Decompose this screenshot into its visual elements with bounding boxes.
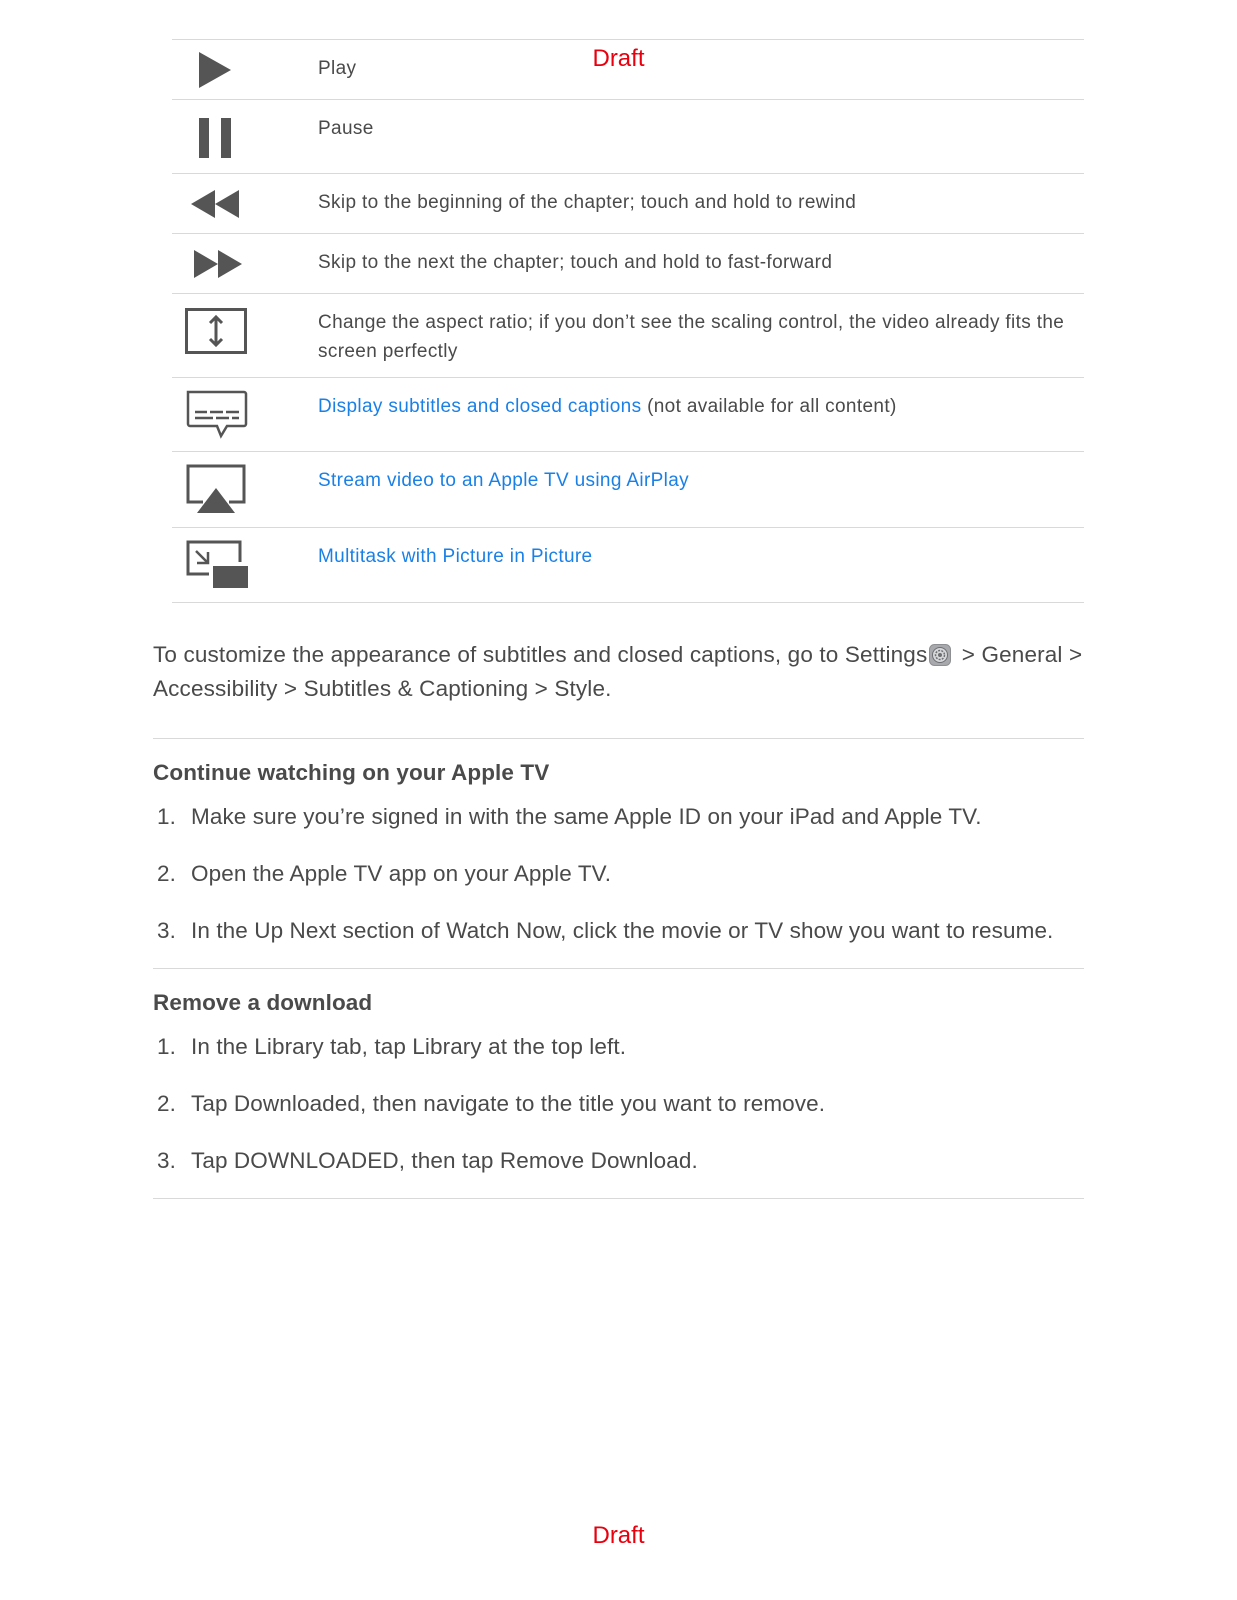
picture-in-picture-link[interactable]: Multitask with Picture in Picture	[318, 546, 593, 567]
list-item	[153, 1032, 1093, 1089]
control-row-play	[172, 40, 1084, 100]
step-number: 1.	[157, 1034, 176, 1059]
section-divider	[153, 1198, 1084, 1199]
control-description: Change the aspect ratio; if you don’t see the scaling control, the video already fits the screen perfectly	[318, 312, 1065, 362]
customize-text-after: > General > Accessibility > Subtitles & Captioning > Style.	[153, 642, 1083, 701]
settings-gear-icon	[929, 644, 951, 666]
step-text: Tap Downloaded, then navigate to the title you want to remove.	[191, 1091, 826, 1116]
control-description: Pause	[318, 118, 374, 139]
list-item	[153, 1089, 1093, 1146]
control-description	[318, 378, 1084, 451]
customize-subtitles-paragraph	[153, 638, 1093, 706]
step-text: In the Up Next section of Watch Now, click the movie or TV show you want to resume.	[191, 918, 1054, 943]
continue-watching-heading: Continue watching on your Apple TV	[153, 760, 550, 785]
remove-download-steps	[153, 1032, 1093, 1203]
subtitles-link[interactable]: Display subtitles and closed captions	[318, 396, 642, 417]
control-description: Skip to the beginning of the chapter; touch and hold to rewind	[318, 192, 857, 213]
control-description	[318, 452, 1084, 527]
control-description	[318, 528, 1084, 602]
draft-watermark-top: Draft	[592, 45, 645, 72]
step-text: In the Library tab, tap Library at the top left.	[191, 1034, 627, 1059]
airplay-link[interactable]: Stream video to an Apple TV using AirPlay	[318, 470, 689, 491]
list-item	[153, 802, 1093, 859]
control-row-aspect-ratio	[172, 294, 1084, 378]
control-description: Play	[318, 58, 357, 79]
list-item	[153, 1146, 1093, 1203]
list-item	[153, 916, 1093, 973]
picture-in-picture-icon	[172, 528, 318, 602]
step-number: 2.	[157, 1091, 176, 1116]
subtitles-note: (not available for all content)	[641, 396, 897, 417]
remove-download-heading: Remove a download	[153, 990, 373, 1015]
subtitles-icon	[172, 378, 318, 451]
control-row-fast-forward	[172, 234, 1084, 294]
playback-controls-table	[172, 39, 1084, 603]
step-text: Tap DOWNLOADED, then tap Remove Download.	[191, 1148, 698, 1173]
control-row-picture-in-picture	[172, 528, 1084, 603]
step-number: 3.	[157, 918, 176, 943]
control-description: Skip to the next the chapter; touch and hold to fast-forward	[318, 252, 833, 273]
step-text: Open the Apple TV app on your Apple TV.	[191, 861, 612, 886]
aspect-ratio-icon	[172, 294, 318, 377]
fast-forward-icon	[172, 234, 318, 293]
draft-watermark-bottom: Draft	[592, 1522, 645, 1549]
list-item	[153, 859, 1093, 916]
step-number: 3.	[157, 1148, 176, 1173]
play-icon	[172, 40, 318, 99]
step-number: 2.	[157, 861, 176, 886]
airplay-icon	[172, 452, 318, 527]
pause-icon	[172, 100, 318, 173]
section-divider	[153, 968, 1084, 969]
rewind-icon	[172, 174, 318, 233]
control-row-rewind	[172, 174, 1084, 234]
continue-watching-steps	[153, 802, 1093, 973]
step-text: Make sure you’re signed in with the same Apple ID on your iPad and Apple TV.	[191, 804, 982, 829]
customize-text-before: To customize the appearance of subtitles and closed captions, go to Settings	[153, 642, 928, 667]
control-row-airplay	[172, 452, 1084, 528]
section-divider	[153, 738, 1084, 739]
control-row-subtitles	[172, 378, 1084, 452]
control-row-pause	[172, 100, 1084, 174]
step-number: 1.	[157, 804, 176, 829]
